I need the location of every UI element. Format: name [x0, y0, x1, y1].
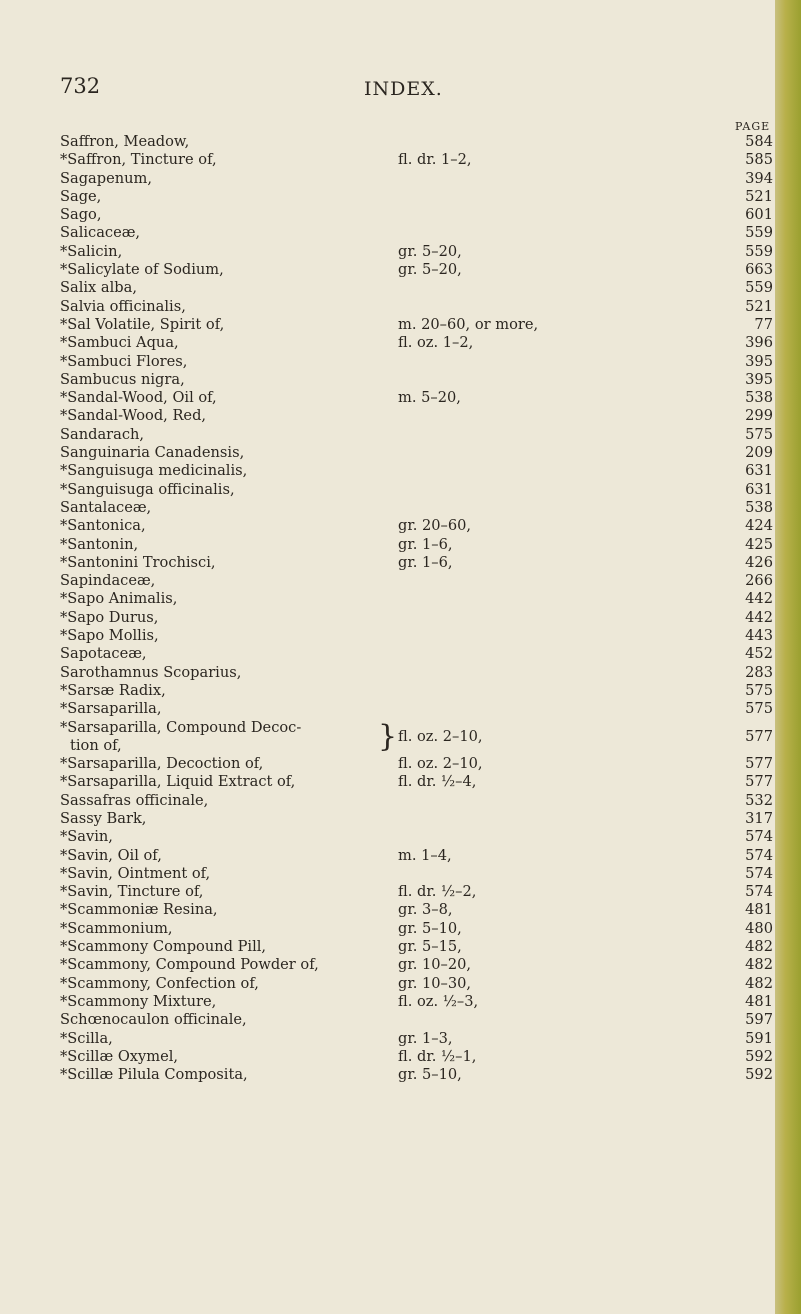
entry-name: *Scammony Compound Pill,	[60, 938, 267, 956]
entry-name: *Sapo Mollis,	[60, 627, 159, 645]
entry-dose: fl. dr. ½–4,	[398, 773, 477, 791]
entry-page: 538	[745, 389, 773, 407]
entry-page: 574	[745, 864, 773, 882]
entry-dose: fl. dr. ½–2,	[398, 883, 477, 901]
entry-page: 266	[745, 572, 773, 590]
index-entry	[60, 279, 773, 297]
entry-dose: m. 1–4,	[398, 846, 452, 864]
entry-name: *Santonini Trochisci,	[60, 553, 216, 571]
index-entry	[60, 316, 773, 334]
page-column-label: PAGE	[735, 120, 771, 133]
entry-dose: gr. 5–10,	[398, 1066, 462, 1084]
entry-page: 538	[745, 498, 773, 516]
entry-page: 532	[745, 791, 773, 809]
entry-name: Schœnocaulon officinale,	[60, 1011, 247, 1029]
entry-page: 299	[745, 407, 773, 425]
index-entry	[60, 1030, 773, 1048]
entry-name: *Scammony Mixture,	[60, 992, 217, 1010]
entry-name: Sago,	[60, 206, 102, 224]
entry-name: *Scilla,	[60, 1029, 113, 1047]
entry-name: *Sandal-Wood, Red,	[60, 407, 207, 425]
index-entry	[60, 1066, 773, 1084]
index-entry	[60, 847, 773, 865]
entry-name: *Sarsaparilla, Decoction of,	[60, 755, 264, 773]
index-entry	[60, 572, 773, 590]
index-entry	[60, 334, 773, 352]
entry-page: 663	[745, 261, 773, 279]
entry-name: *Scammony, Compound Powder of,	[60, 956, 319, 974]
index-entry	[60, 481, 773, 499]
entry-page: 394	[745, 169, 773, 187]
index-entry	[60, 188, 773, 206]
entry-page: 601	[745, 206, 773, 224]
index-entry	[60, 444, 773, 462]
entry-page: 631	[745, 462, 773, 480]
entry-name: Sage,	[60, 187, 102, 205]
index-entry	[60, 462, 773, 480]
entry-dose: fl. oz. 1–2,	[398, 334, 474, 352]
entry-name: *Sarsæ Radix,	[60, 681, 166, 699]
entry-page: 559	[745, 224, 773, 242]
entry-page: 283	[745, 663, 773, 681]
entry-name: Saffron, Meadow,	[60, 133, 190, 150]
entry-name: *Sapo Animalis,	[60, 590, 178, 608]
entry-page: 481	[745, 901, 773, 919]
entry-name: Salicaceæ,	[60, 224, 141, 242]
entry-name: Sanguinaria Canadensis,	[60, 444, 245, 462]
entry-dose: fl. oz. 2–10,	[398, 755, 483, 773]
entry-page: 424	[745, 517, 773, 535]
entry-page: 426	[745, 553, 773, 571]
brace-glyph: }	[378, 718, 398, 754]
entry-name: *Sanguisuga officinalis,	[60, 480, 235, 498]
entry-page: 396	[745, 334, 773, 352]
entry-dose: m. 20–60, or more,	[398, 315, 539, 333]
index-entry	[60, 883, 773, 901]
entry-name: *Saffron, Tincture of,	[60, 151, 217, 169]
index-entry	[60, 993, 773, 1011]
entry-page: 574	[745, 883, 773, 901]
page-number: 732	[60, 74, 101, 98]
index-entry	[60, 133, 773, 151]
entry-page: 559	[745, 242, 773, 260]
entry-name: *Sambuci Flores,	[60, 352, 188, 370]
index-entry	[60, 407, 773, 425]
index-entry	[60, 828, 773, 846]
entry-name: *Santonin,	[60, 535, 139, 553]
entry-page: 482	[745, 974, 773, 992]
entry-page: 585	[745, 151, 773, 169]
entry-page: 559	[745, 279, 773, 297]
entry-page: 482	[745, 938, 773, 956]
index-entry	[60, 920, 773, 938]
entry-name: *Savin, Tincture of,	[60, 883, 204, 901]
entry-page: 577	[745, 773, 773, 791]
entry-page: 575	[745, 700, 773, 718]
index-entry	[60, 426, 773, 444]
index-entry	[60, 627, 773, 645]
index-entry	[60, 719, 773, 756]
entry-name: *Sandal-Wood, Oil of,	[60, 389, 217, 407]
entry-name: *Scillæ Oxymel,	[60, 1047, 179, 1065]
entry-page: 482	[745, 956, 773, 974]
entry-page: 77	[754, 315, 773, 333]
entry-page: 575	[745, 681, 773, 699]
entry-page: 452	[745, 645, 773, 663]
entry-dose: gr. 5–20,	[398, 242, 462, 260]
index-entry	[60, 224, 773, 242]
index-entry	[60, 371, 773, 389]
entry-dose: fl. oz. 2–10,	[398, 727, 483, 745]
entry-name: Sapotaceæ,	[60, 645, 147, 663]
entry-dose: gr. 5–20,	[398, 261, 462, 279]
entry-name: *Sapo Durus,	[60, 608, 159, 626]
entry-name: Sapindaceæ,	[60, 572, 156, 590]
entry-name: Sassafras officinale,	[60, 791, 209, 809]
entry-page: 521	[745, 187, 773, 205]
entry-name: *Savin,	[60, 828, 113, 846]
index-entry	[60, 1048, 773, 1066]
entry-dose: gr. 20–60,	[398, 517, 472, 535]
entry-name: Santalaceæ,	[60, 498, 152, 516]
entry-name: *Salicin,	[60, 242, 123, 260]
index-entry	[60, 261, 773, 279]
entry-dose: m. 5–20,	[398, 389, 461, 407]
entry-name: *Savin, Oil of,	[60, 846, 162, 864]
entry-name-continued: tion of,	[70, 736, 122, 754]
index-entry	[60, 773, 773, 791]
entry-page: 521	[745, 297, 773, 315]
index-entry	[60, 151, 773, 169]
entry-dose: gr. 1–6,	[398, 553, 453, 571]
entry-page: 577	[745, 755, 773, 773]
entry-dose: gr. 10–30,	[398, 974, 472, 992]
index-entry	[60, 755, 773, 773]
index-entry	[60, 499, 773, 517]
entry-name: Sassy Bark,	[60, 809, 147, 827]
entry-page: 592	[745, 1047, 773, 1065]
entry-name: Sandarach,	[60, 425, 145, 443]
entry-dose: gr. 10–20,	[398, 956, 472, 974]
index-entry	[60, 865, 773, 883]
entry-name: *Scammoniæ Resina,	[60, 901, 218, 919]
entry-name: Sagapenum,	[60, 169, 152, 187]
entry-page: 584	[745, 133, 773, 150]
entry-name: *Scammony, Confection of,	[60, 974, 259, 992]
entry-page: 395	[745, 352, 773, 370]
entry-name: *Sambuci Aqua,	[60, 334, 179, 352]
entry-name: Sambucus nigra,	[60, 370, 185, 388]
entry-page: 592	[745, 1066, 773, 1084]
index-entry	[60, 956, 773, 974]
entry-page: 317	[745, 809, 773, 827]
entry-name: *Sal Volatile, Spirit of,	[60, 315, 225, 333]
entry-page: 575	[745, 425, 773, 443]
entry-name: *Scammonium,	[60, 919, 173, 937]
entry-dose: gr. 1–6,	[398, 535, 453, 553]
entry-dose: fl. dr. ½–1,	[398, 1047, 477, 1065]
index-entry	[60, 389, 773, 407]
entry-page: 597	[745, 1011, 773, 1029]
entry-name: *Sarsaparilla, Liquid Extract of,	[60, 773, 296, 791]
index-entry	[60, 938, 773, 956]
entry-page: 442	[745, 608, 773, 626]
index-entry	[60, 645, 773, 663]
entry-name: *Salicylate of Sodium,	[60, 261, 224, 279]
index-entry	[60, 243, 773, 261]
entry-name: *Sanguisuga medicinalis,	[60, 462, 248, 480]
entry-page: 591	[745, 1029, 773, 1047]
entry-page: 574	[745, 846, 773, 864]
entry-name: *Sarsaparilla, Compound Decoc-	[60, 718, 302, 736]
entry-page: 443	[745, 627, 773, 645]
index-entry	[60, 206, 773, 224]
index-entry	[60, 682, 773, 700]
entry-name: Sarothamnus Scoparius,	[60, 663, 242, 681]
entry-name: Salix alba,	[60, 279, 137, 297]
entry-dose: gr. 1–3,	[398, 1029, 453, 1047]
entry-dose: gr. 3–8,	[398, 901, 453, 919]
index-entry	[60, 664, 773, 682]
entry-name: *Scillæ Pilula Composita,	[60, 1066, 248, 1084]
entry-name: Salvia officinalis,	[60, 297, 186, 315]
entry-dose: fl. oz. ½–3,	[398, 992, 479, 1010]
index-entry	[60, 901, 773, 919]
entry-page: 577	[745, 727, 773, 745]
index-entry	[60, 517, 773, 535]
entry-dose: gr. 5–15,	[398, 938, 462, 956]
page-edge	[775, 0, 801, 1314]
entry-name: *Savin, Ointment of,	[60, 864, 211, 882]
entry-page: 209	[745, 444, 773, 462]
entry-name: *Sarsaparilla,	[60, 700, 162, 718]
entry-name: *Santonica,	[60, 517, 146, 535]
index-entry	[60, 298, 773, 316]
index-entry	[60, 609, 773, 627]
index-entry	[60, 1011, 773, 1029]
entry-page: 480	[745, 919, 773, 937]
index-entry	[60, 554, 773, 572]
index-entry	[60, 810, 773, 828]
index-entry	[60, 353, 773, 371]
index-entries	[60, 133, 773, 1084]
entry-dose: gr. 5–10,	[398, 919, 462, 937]
entry-page: 395	[745, 370, 773, 388]
index-entry	[60, 792, 773, 810]
running-head: INDEX.	[364, 78, 443, 100]
index-entry	[60, 700, 773, 718]
entry-page: 631	[745, 480, 773, 498]
entry-page: 574	[745, 828, 773, 846]
index-entry	[60, 975, 773, 993]
index-entry	[60, 170, 773, 188]
entry-page: 442	[745, 590, 773, 608]
index-entry	[60, 590, 773, 608]
entry-dose: fl. dr. 1–2,	[398, 151, 472, 169]
entry-page: 425	[745, 535, 773, 553]
index-entry	[60, 536, 773, 554]
entry-page: 481	[745, 992, 773, 1010]
